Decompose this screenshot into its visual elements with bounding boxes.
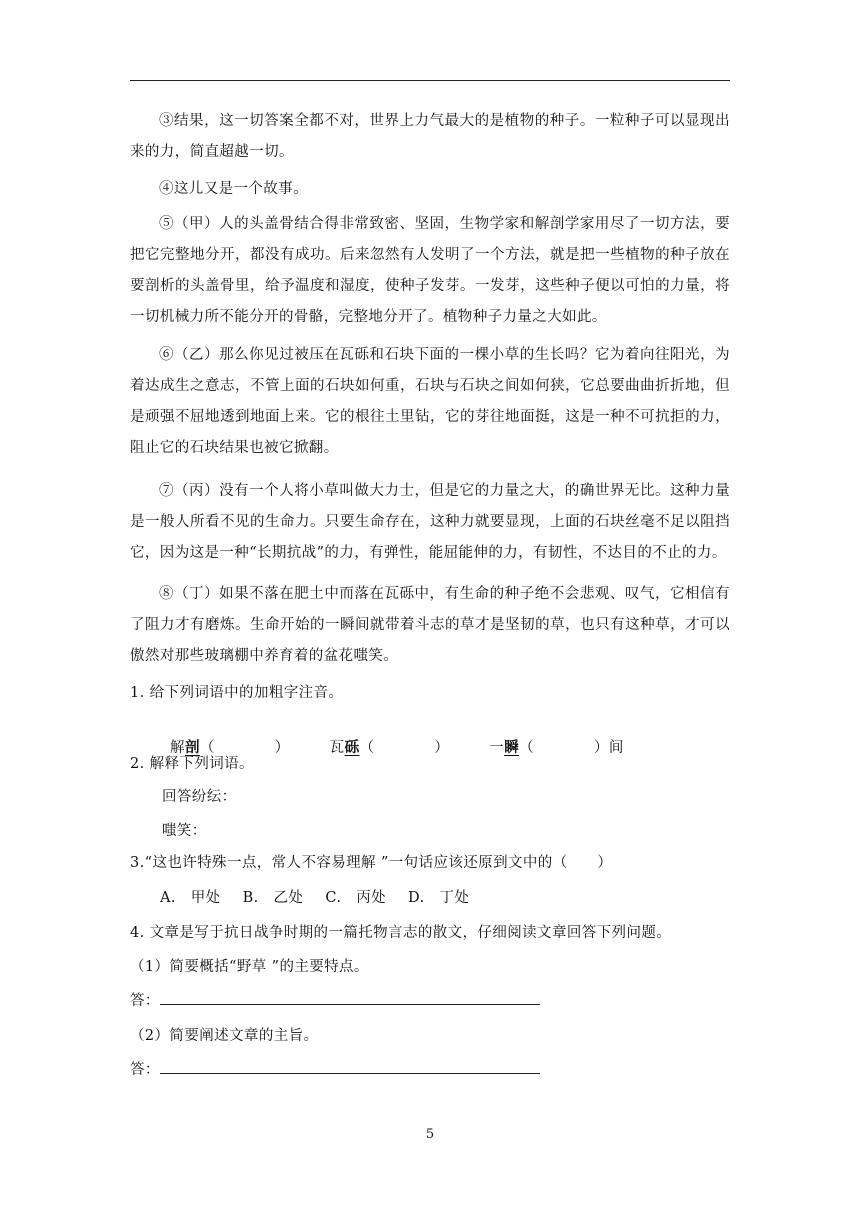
- question-4-sub-2: （2）简要阐述文章的主旨。: [130, 1028, 319, 1044]
- word-item-1: 解剖（ ）: [170, 739, 290, 756]
- paragraph-6: ⑥（乙）那么你见过被压在瓦砾和石块下面的一棵小草的生长吗？它为着向往阳光，为着达成生之意志，不管上面的石块如何重，石块与石块之间如何狭，它总要曲曲折折地，但是顽强不屈地透到地面上来。它的根往土里钻，它的芽往地面挺，这是一种不可抗拒的力，阻止它的石块结果也被它掀翻。: [130, 347, 730, 456]
- paragraph-8: ⑧（丁）如果不落在肥土中而落在瓦砾中，有生命的种子绝不会悲观、叹气，它相信有了阻力才有磨炼。生命开始的一瞬间就带着斗志的草才是坚韧的草，也只有这种草，才可以傲然对那些玻璃棚中养育着的盆花嗤笑。: [130, 586, 730, 664]
- option-b: B. 乙处: [242, 890, 304, 906]
- word-item-3: 一瞬（ ）间: [489, 739, 624, 756]
- paragraph-7: ⑦（丙）没有一个人将小草叫做大力士，但是它的力量之大，的确世界无比。这种力量是一般人所看不见的生命力。只要生命存在，这种力就要显现，上面的石块丝毫不足以阻挡它，因为这是一种“长期抗战”的力，有弹性，能屈能伸的力，有韧性，不达目的不止的力。: [130, 483, 730, 561]
- page-number: 5: [425, 1127, 435, 1142]
- header-rule: [130, 80, 730, 81]
- question-1-title: 1. 给下列词语中的加粗字注音。: [130, 685, 344, 701]
- question-4-sub-1: （1）简要概括“野草 ”的主要特点。: [130, 959, 369, 975]
- paragraph-3: ③结果，这一切答案全都不对，世界上力气最大的是植物的种子。一粒种子可以显现出来的力，简直超越一切。: [130, 113, 730, 160]
- answer-label-1: 答：: [130, 993, 160, 1009]
- question-2-item-1: 回答纷纭：: [162, 789, 237, 805]
- paragraph-4: ④这儿又是一个故事。: [159, 181, 308, 197]
- option-c: C. 丙处: [325, 890, 387, 906]
- option-d: D. 丁处: [408, 890, 470, 906]
- question-2-title: 2. 解释下列词语。: [130, 756, 254, 772]
- question-4-title: 4. 文章是写于抗日战争时期的一篇托物言志的散文，仔细阅读文章回答下列问题。: [130, 925, 672, 941]
- option-a: A. 甲处: [160, 890, 221, 906]
- question-2-item-2: 嗤笑：: [162, 823, 207, 839]
- word-item-2: 瓦砾（ ）: [329, 739, 450, 756]
- answer-label-2: 答：: [130, 1062, 160, 1078]
- question-1-items: [160, 718, 624, 758]
- question-3-options: [160, 888, 469, 908]
- answer-line-2[interactable]: [160, 1073, 540, 1074]
- paragraph-5: ⑤（甲）人的头盖骨结合得非常致密、坚固，生物学家和解剖学家用尽了一切方法，要把它完整地分开，都没有成功。后来忽然有人发明了一个方法，就是把一些植物的种子放在要剖析的头盖骨里，给予温度和湿度，使种子发芽。一发芽，这些种子便以可怕的力量，将一切机械力所不能分开的骨骼，完整地分开了。植物种子力量之大如此。: [130, 216, 730, 325]
- answer-line-1[interactable]: [160, 1004, 540, 1005]
- question-3-title: 3.“这也许特殊一点，常人不容易理解 ”一句话应该还原到文中的（ ）: [130, 855, 613, 871]
